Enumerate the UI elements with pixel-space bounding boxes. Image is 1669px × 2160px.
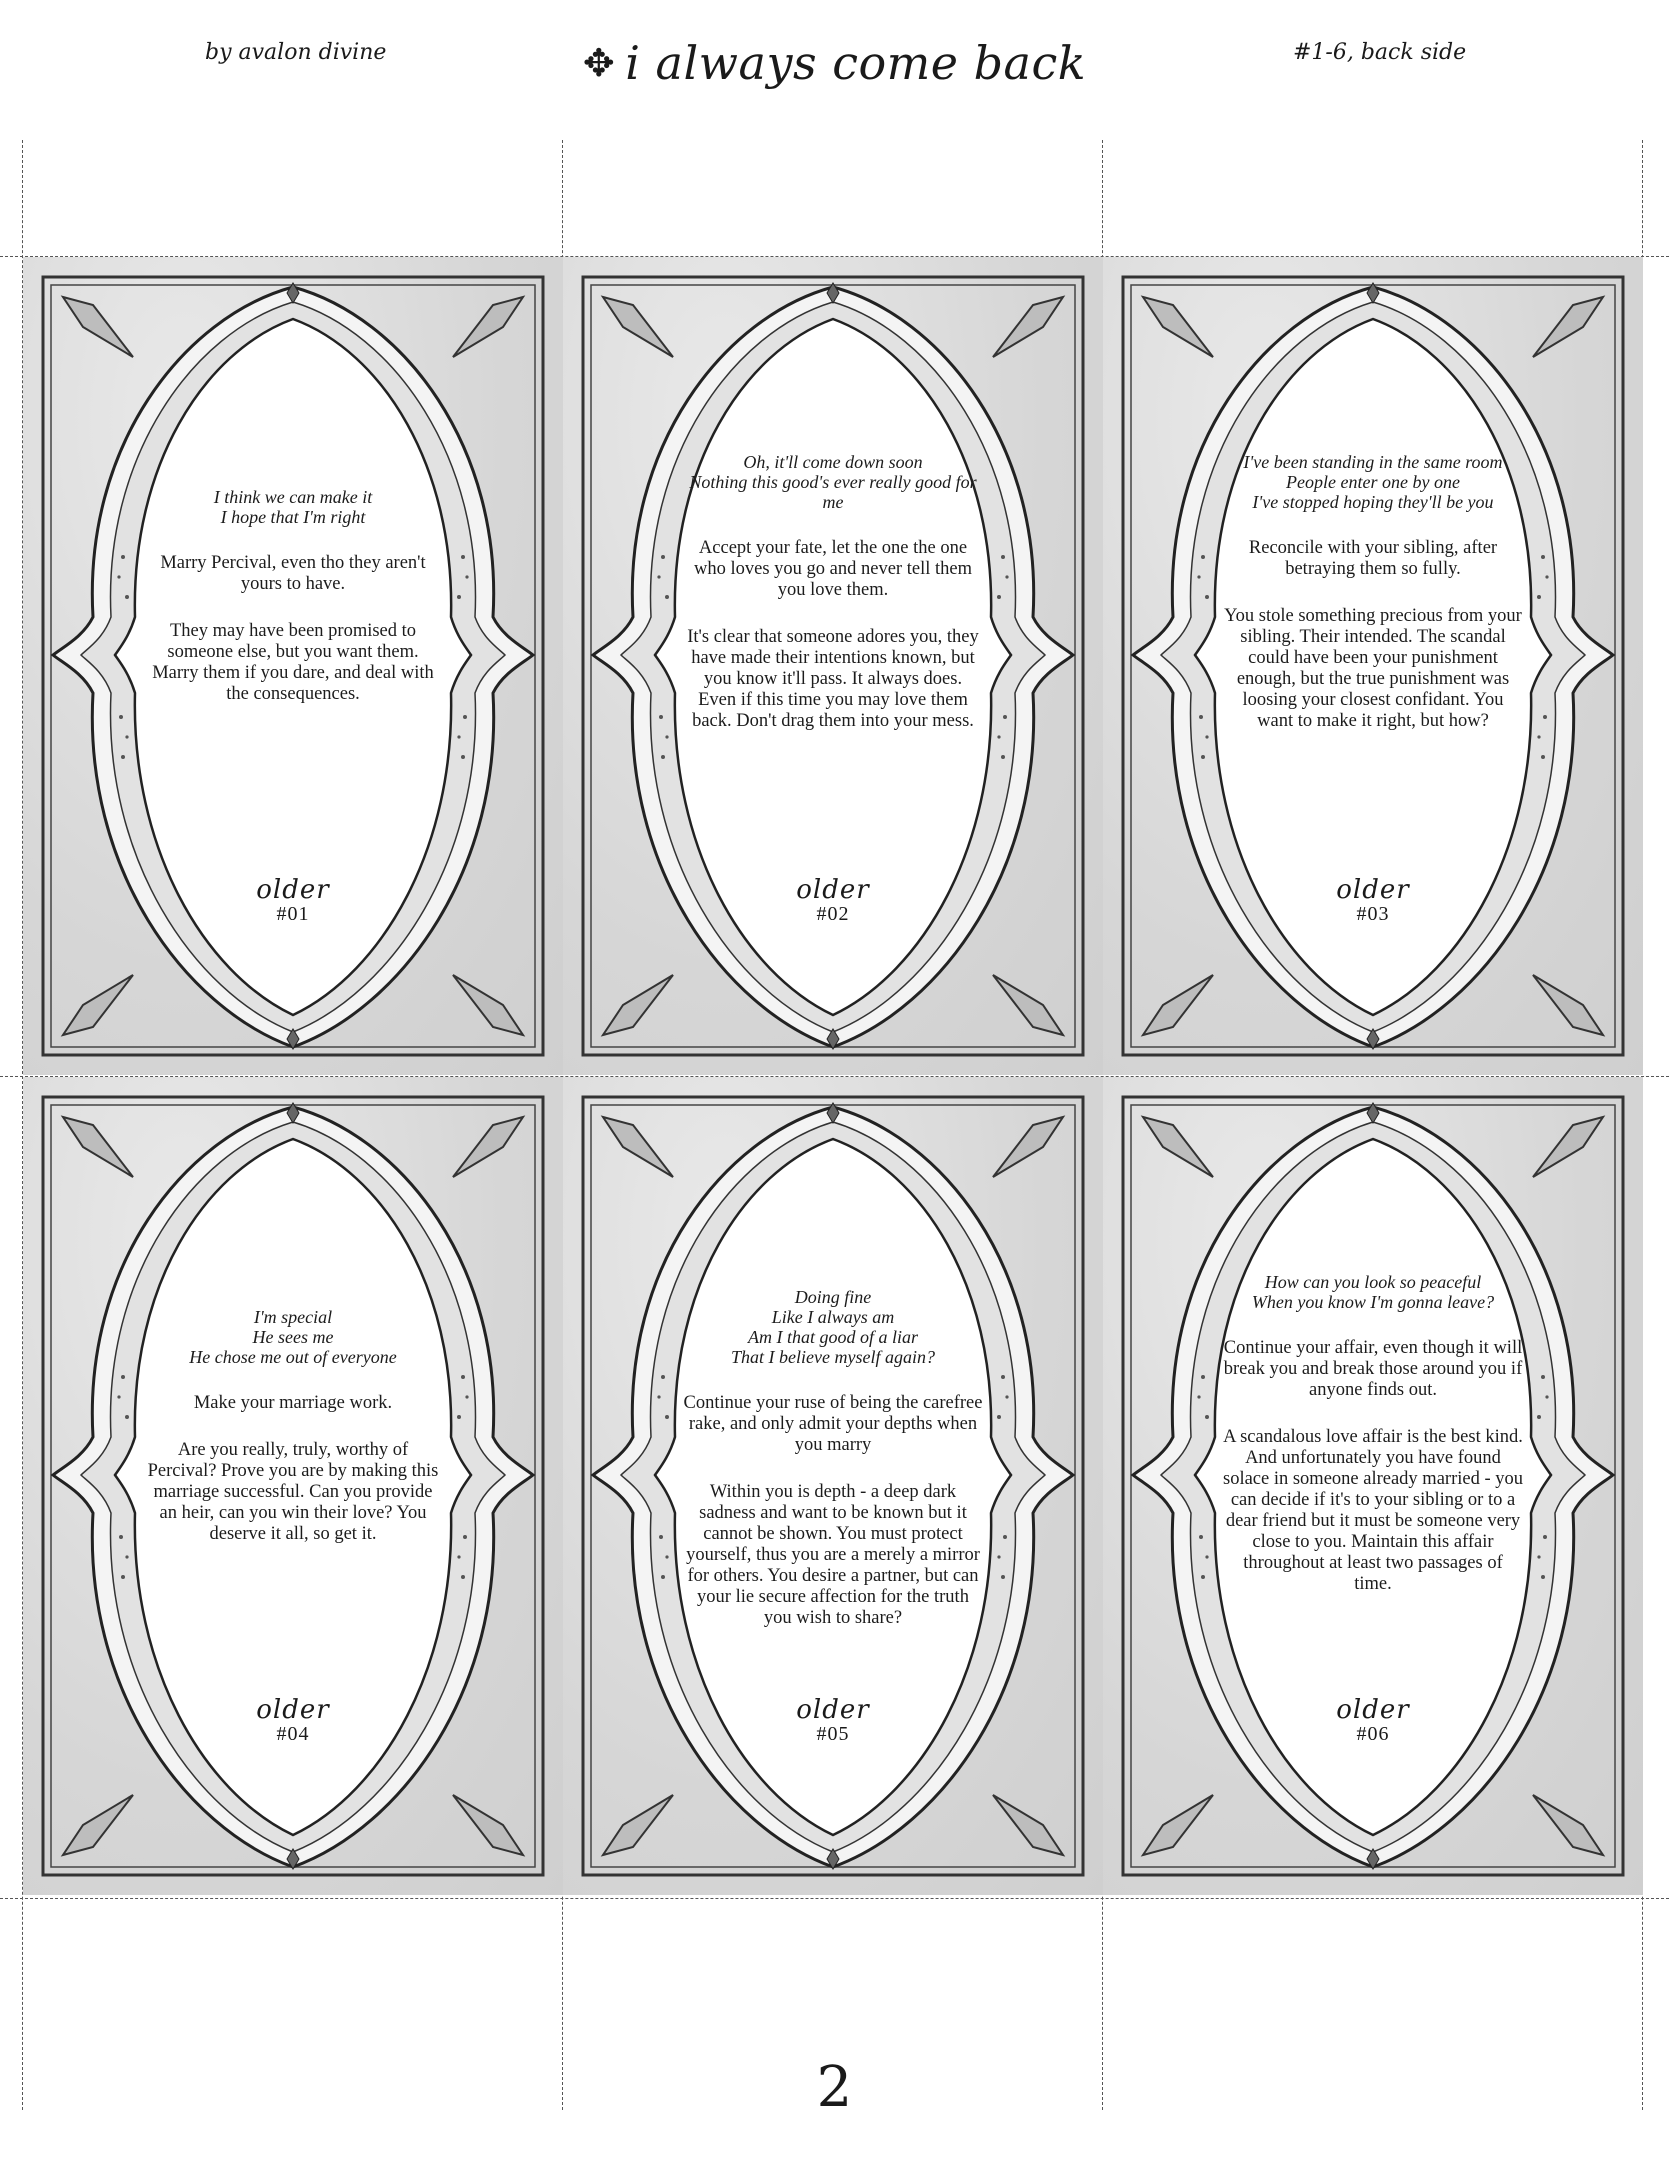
lyric-line: Oh, it'll come down soon (743, 452, 923, 472)
lyric-quote (1223, 1272, 1523, 1312)
lyric-quote (1223, 452, 1523, 512)
prompt-card (23, 257, 563, 1075)
card-prompt: Marry Percival, even tho they aren't yours to have. (160, 553, 426, 594)
card-detail: A scandalous love affair is the best kind. And unfortunately you have found solace in someone already married - you can decide if it's to your sibling or to a dear friend but it must be someone very close to you. Maintain this affair throughout at least two passages of time. (1223, 1427, 1523, 1594)
lyric-line: I've stopped hoping they'll be you (1252, 492, 1494, 512)
author-credit: by avalon divine (205, 40, 387, 65)
prompt-card (1103, 1077, 1643, 1895)
card-detail: Within you is depth - a deep dark sadness and want to be known but it cannot be shown. You must protect yourself, thus you are a merely a mirror for others. You desire a partner, but can your lie secure affection for the truth you wish to share? (686, 1482, 980, 1628)
lyric-line: That I believe myself again? (731, 1347, 935, 1367)
age-label: older (256, 875, 330, 905)
prompt-card (23, 1077, 563, 1895)
card-number: #05 (816, 1723, 850, 1745)
lyric-line: I'm special (253, 1307, 333, 1327)
lyric-line: I hope that I'm right (220, 507, 366, 527)
lyric-line: People enter one by one (1286, 472, 1460, 492)
card-footer (23, 877, 563, 925)
card-text (143, 487, 443, 705)
card-detail: Are you really, truly, worthy of Percival? Prove you are by making this marriage successful. Can you provide an heir, can you win their love? You deserve it all, so get it. (147, 1440, 439, 1544)
card-footer (1103, 1697, 1643, 1745)
card-prompt: Continue your affair, even though it will break you and break those around you if anyone finds out. (1223, 1338, 1523, 1400)
lyric-line: Like I always am (771, 1307, 895, 1327)
lyric-line: Am I that good of a liar (748, 1327, 918, 1347)
card-prompt: Accept your fate, let the one the one who loves you go and never tell them you love them. (694, 538, 972, 600)
card-number: #01 (276, 903, 310, 925)
card-prompt: Continue your ruse of being the carefree rake, and only admit your depths when you marry (683, 1393, 983, 1455)
card-detail: They may have been promised to someone else, but you want them. Marry them if you dare, and deal with the consequences. (152, 621, 434, 704)
lyric-quote (683, 1287, 983, 1367)
lyric-line: Doing fine (794, 1287, 872, 1307)
prompt-card (563, 1077, 1103, 1895)
cut-line (0, 1898, 1669, 1899)
lyric-line: How can you look so peaceful (1264, 1272, 1482, 1292)
age-label: older (1336, 1695, 1410, 1725)
page-number: 2 (816, 2055, 853, 2120)
card-text (143, 1307, 443, 1545)
card-number: #04 (276, 1723, 310, 1745)
card-text (683, 452, 983, 732)
card-prompt: Reconcile with your sibling, after betraying them so fully. (1248, 538, 1498, 579)
prompt-card (563, 257, 1103, 1075)
lyric-line: I've been standing in the same room (1243, 452, 1503, 472)
prompt-card (1103, 257, 1643, 1075)
card-footer (1103, 877, 1643, 925)
card-detail: It's clear that someone adores you, they have made their intentions known, but you know it'll pass. It always does. Even if this time you may love them back. Don't drag them into your mess. (687, 627, 979, 731)
card-text (683, 1287, 983, 1629)
lyric-line: I think we can make it (213, 487, 373, 507)
title-text: i always come back (625, 36, 1087, 90)
card-detail: You stole something precious from your sibling. Their intended. The scandal could have been your punishment enough, but the true punishment was loosing your closest confidant. You want to make it right, but how? (1224, 606, 1522, 731)
cross-ornament-icon: ✥ (582, 41, 616, 85)
age-label: older (256, 1695, 330, 1725)
age-label: older (796, 1695, 870, 1725)
card-number: #02 (816, 903, 850, 925)
card-number: #03 (1356, 903, 1390, 925)
age-label: older (1336, 875, 1410, 905)
card-footer (563, 1697, 1103, 1745)
card-text (1223, 1272, 1523, 1595)
lyric-line: When you know I'm gonna leave? (1251, 1292, 1495, 1312)
card-text (1223, 452, 1523, 732)
lyric-quote (143, 1307, 443, 1367)
card-footer (563, 877, 1103, 925)
lyric-line: He chose me out of everyone (189, 1347, 397, 1367)
card-footer (23, 1697, 563, 1745)
age-label: older (796, 875, 870, 905)
lyric-quote (683, 452, 983, 512)
lyric-line: He sees me (252, 1327, 334, 1347)
lyric-line: Nothing this good's ever really good for me (689, 472, 977, 512)
card-prompt: Make your marriage work. (193, 1393, 393, 1413)
lyric-quote (143, 487, 443, 527)
card-number: #06 (1356, 1723, 1390, 1745)
sheet-label: #1-6, back side (1293, 40, 1467, 65)
